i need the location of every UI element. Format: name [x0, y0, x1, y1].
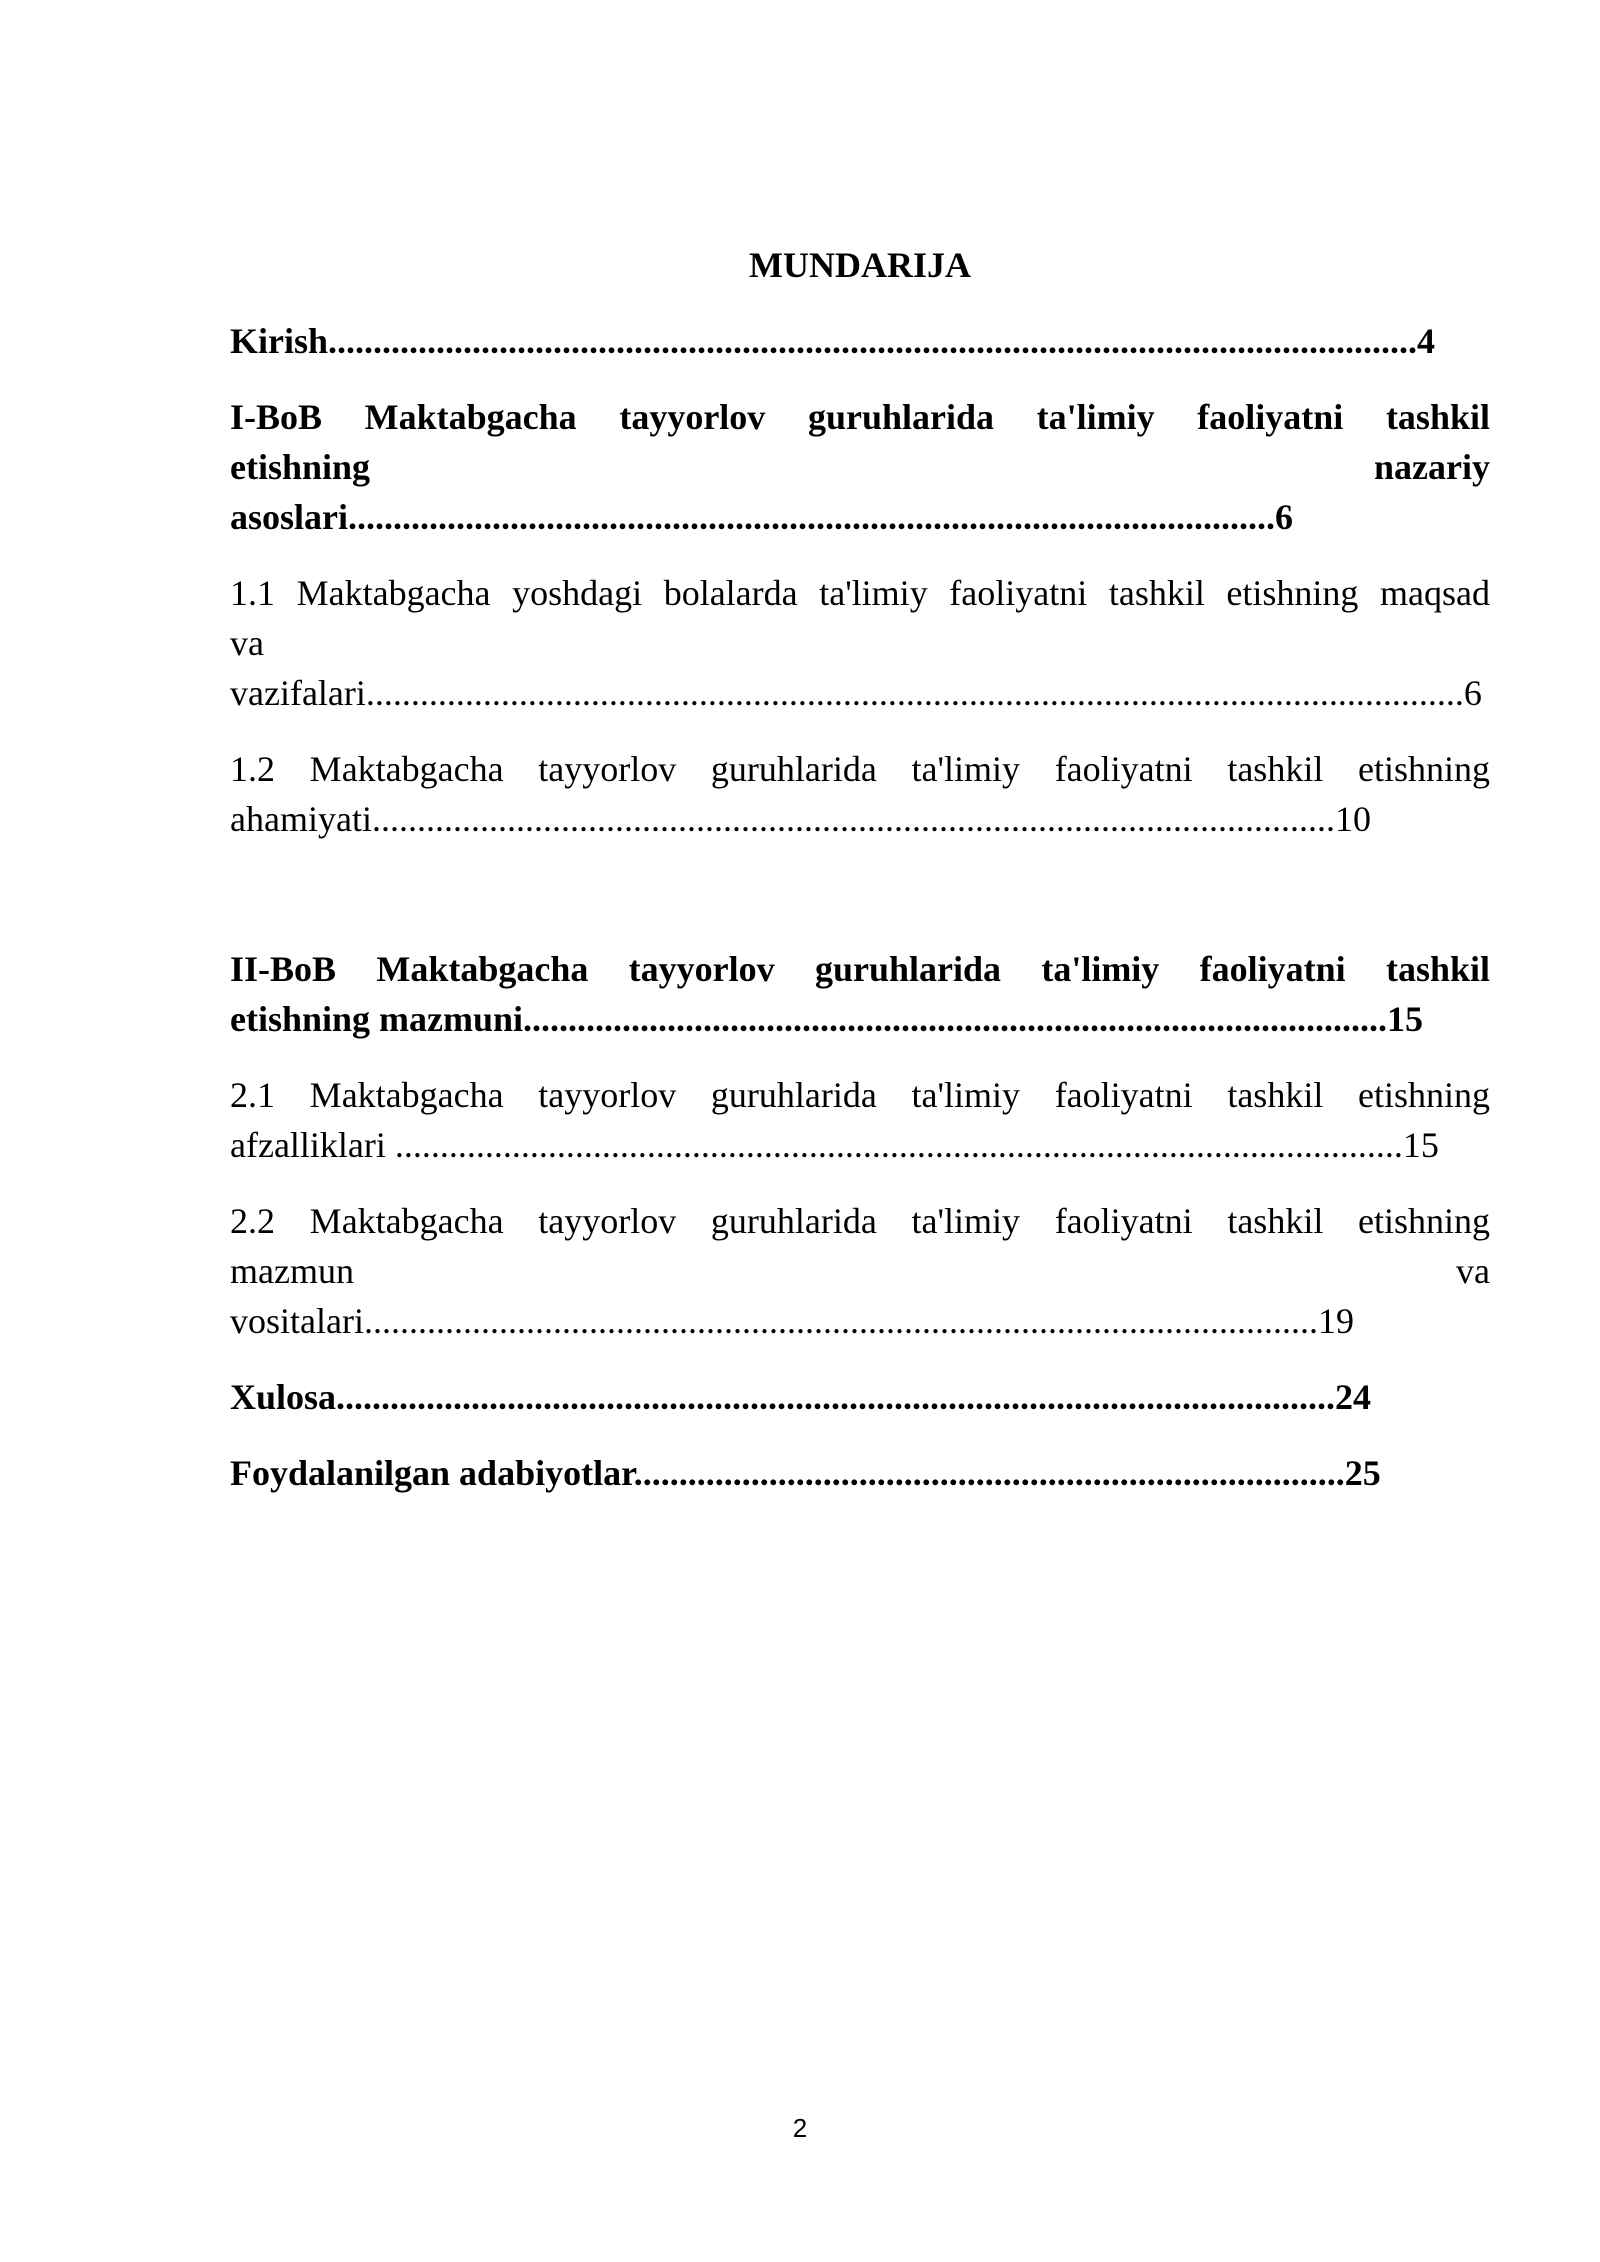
- toc-line: etishning nazariy: [230, 447, 1490, 487]
- toc-line: vositalari..........................................................................................................19: [230, 1301, 1354, 1341]
- toc-line: ahamiyati...........................................................................................................10: [230, 799, 1371, 839]
- toc-line: II-BoB Maktabgacha tayyorlov guruhlarida ta'limiy faoliyatni tashkil: [230, 949, 1490, 989]
- toc-entry-section-2-2: [230, 1196, 1490, 1346]
- table-of-contents: [230, 316, 1490, 1524]
- page-number: 2: [792, 2113, 808, 2143]
- toc-line: etishning mazmuni................................................................................................15: [230, 999, 1424, 1039]
- toc-entry-chapter-2: [230, 944, 1490, 1044]
- toc-line: va: [230, 623, 264, 663]
- toc-line: 1.1 Maktabgacha yoshdagi bolalarda ta'limiy faoliyatni tashkil etishning maqsad: [230, 573, 1490, 613]
- toc-entry-references: [230, 1448, 1490, 1498]
- toc-entry-section-1-1: [230, 568, 1490, 718]
- toc-line: vazifalari..........................................................................................................................6: [230, 673, 1482, 713]
- toc-entry-section-2-1: [230, 1070, 1490, 1170]
- spacer: [230, 870, 1490, 944]
- toc-entry-kirish: [230, 316, 1490, 366]
- toc-line: Foydalanilgan adabiyotlar...............................................................................25: [230, 1453, 1381, 1493]
- toc-title: MUNDARIJA: [749, 245, 971, 285]
- toc-line: mazmun va: [230, 1251, 1490, 1291]
- toc-line: asoslari.......................................................................................................6: [230, 497, 1294, 537]
- toc-entry-section-1-2: [230, 744, 1490, 844]
- toc-entry-chapter-1: [230, 392, 1490, 542]
- toc-line: Xulosa...............................................................................................................24: [230, 1377, 1372, 1417]
- toc-line: afzalliklari ................................................................................................................15: [230, 1125, 1439, 1165]
- toc-line: 2.2 Maktabgacha tayyorlov guruhlarida ta'limiy faoliyatni tashkil etishning: [230, 1201, 1490, 1241]
- toc-line: Kirish.........................................................................................................................4: [230, 321, 1436, 361]
- toc-line: 2.1 Maktabgacha tayyorlov guruhlarida ta'limiy faoliyatni tashkil etishning: [230, 1075, 1490, 1115]
- toc-line: 1.2 Maktabgacha tayyorlov guruhlarida ta'limiy faoliyatni tashkil etishning: [230, 749, 1490, 789]
- toc-entry-xulosa: [230, 1372, 1490, 1422]
- toc-line: I-BoB Maktabgacha tayyorlov guruhlarida ta'limiy faoliyatni tashkil: [230, 397, 1490, 437]
